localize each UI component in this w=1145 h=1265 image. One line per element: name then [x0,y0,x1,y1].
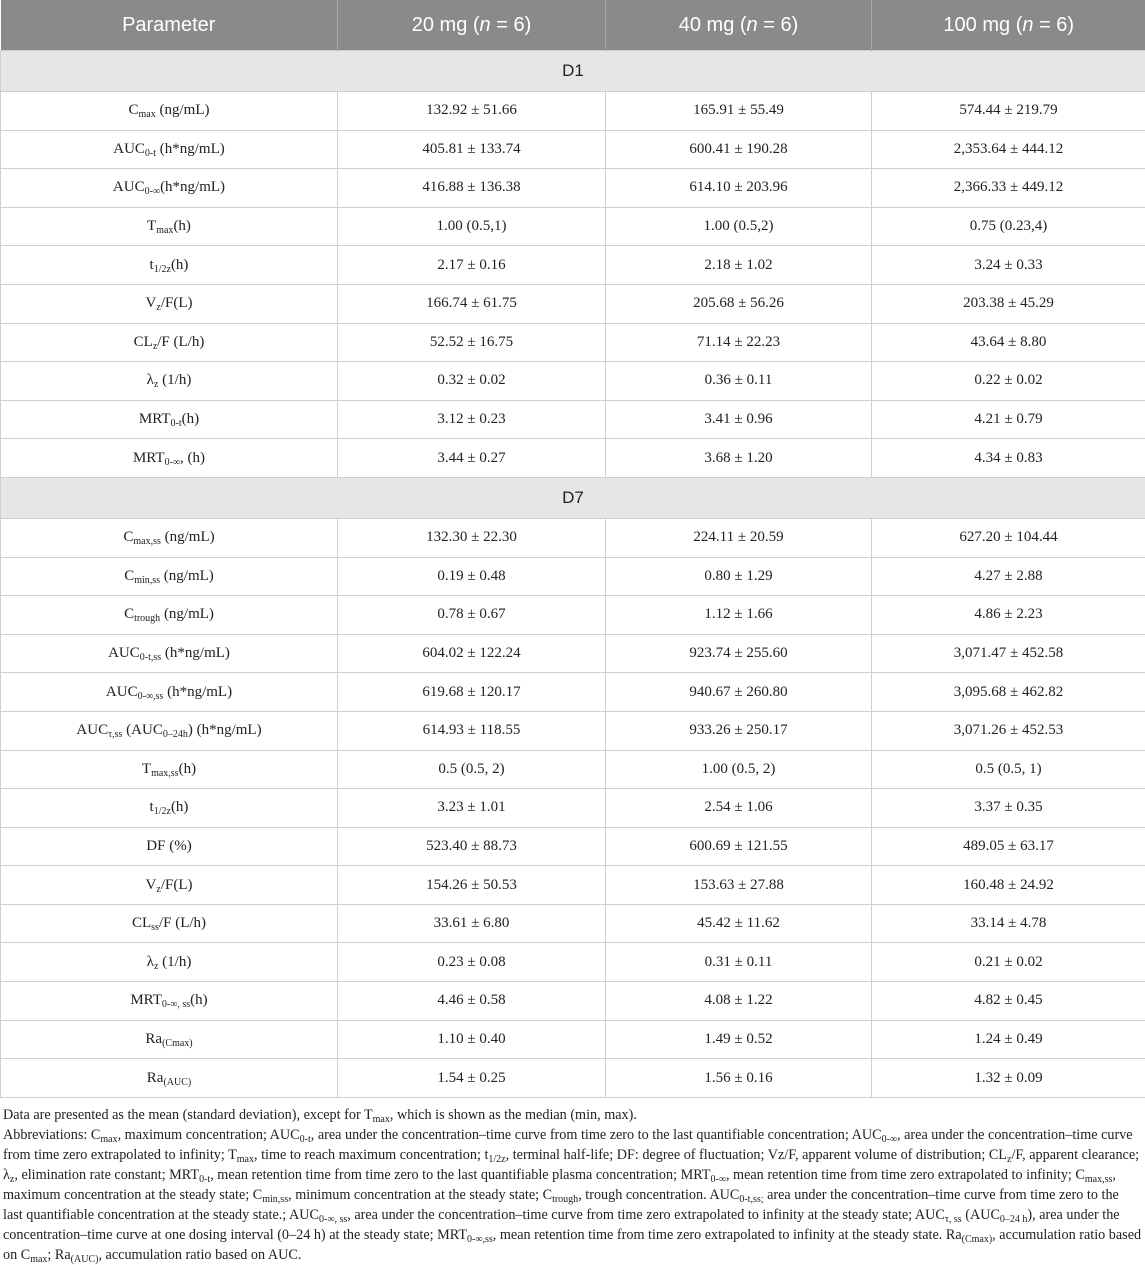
header-20mg-a: 20 mg ( [412,14,480,36]
table-row [1,323,1145,362]
note-sub: 0-∞ [710,1174,725,1185]
parameter-sub: 0-∞ [165,457,180,468]
value-cell: 3.24 ± 0.33 [872,246,1145,285]
parameter-text: T [147,218,156,234]
value-cell: 0.31 ± 0.11 [606,943,872,982]
table-row [1,711,1145,750]
table-row [1,827,1145,866]
value-cell: 2,353.64 ± 444.12 [872,130,1145,169]
value-cell: 3.37 ± 0.35 [872,789,1145,828]
parameter-text: MRT [139,411,171,427]
parameter-sub: max [156,225,173,236]
value-cell: 933.26 ± 250.17 [606,711,872,750]
note-text: , accumulation ratio based on C [3,1227,1141,1263]
table-row [1,866,1145,905]
parameter-text: (1/h) [158,372,191,388]
parameter-cell [1,518,338,557]
table-row [1,789,1145,828]
note-sub: max [30,1254,47,1265]
note-text: , mean retention time from time zero extrapolated to infinity; C [726,1167,1085,1183]
parameter-text: MRT [130,992,162,1008]
value-cell: 3,095.68 ± 462.82 [872,673,1145,712]
parameter-text: (h) [182,411,200,427]
parameter-sub: 0-∞ [145,186,160,197]
parameter-text: (h) [179,761,197,777]
parameter-sub: z [156,884,160,895]
header-40mg-n: n [747,14,758,36]
value-cell: 600.41 ± 190.28 [606,130,872,169]
parameter-sub: ss [151,922,159,933]
parameter-cell [1,207,338,246]
parameter-cell [1,400,338,439]
parameter-cell [1,169,338,208]
note-text: , time to reach maximum concentration; t [254,1147,488,1163]
value-cell: 33.61 ± 6.80 [338,904,606,943]
parameter-text: MRT [133,450,165,466]
parameter-sub: (AUC) [163,1077,191,1088]
section-label: D1 [1,51,1145,92]
note-text: , maximum concentration at the steady state; C [3,1167,1116,1203]
value-cell: 619.68 ± 120.17 [338,673,606,712]
parameter-text: t [150,799,154,815]
parameter-text: C [124,606,134,622]
table-footnotes [0,1098,1145,1265]
value-cell: 43.64 ± 8.80 [872,323,1145,362]
parameter-cell [1,92,338,131]
value-cell: 405.81 ± 133.74 [338,130,606,169]
value-cell: 132.30 ± 22.30 [338,518,606,557]
table-row [1,982,1145,1021]
value-cell: 2,366.33 ± 449.12 [872,169,1145,208]
value-cell: 4.46 ± 0.58 [338,982,606,1021]
table-row [1,439,1145,478]
parameter-cell [1,1059,338,1098]
value-cell: 3,071.47 ± 452.58 [872,634,1145,673]
value-cell: 205.68 ± 56.26 [606,284,872,323]
note-text: ; Ra [47,1247,70,1263]
value-cell: 71.14 ± 22.23 [606,323,872,362]
parameter-text: (ng/mL) [156,102,210,118]
header-20mg-n: n [480,14,491,36]
parameter-text: AUC [76,722,108,738]
parameter-sub: 0-t [145,148,156,159]
parameter-sub: z [154,961,158,972]
parameter-sub: 0-∞, ss [162,999,190,1010]
value-cell: 940.67 ± 260.80 [606,673,872,712]
note-text: , maximum concentration; AUC [118,1127,300,1143]
note-sub: τ, ss [945,1214,962,1225]
note-text: , mean retention time from time zero to the last quantifiable plasma concentration; MRT [210,1167,710,1183]
value-cell: 0.5 (0.5, 2) [338,750,606,789]
parameter-text: (h*ng/mL) [161,645,230,661]
value-cell: 3.12 ± 0.23 [338,400,606,439]
table-row [1,92,1145,131]
parameter-text: C [129,102,139,118]
value-cell: 160.48 ± 24.92 [872,866,1145,905]
value-cell: 523.40 ± 88.73 [338,827,606,866]
value-cell: 165.91 ± 55.49 [606,92,872,131]
value-cell: 4.82 ± 0.45 [872,982,1145,1021]
parameter-text: (h) [171,257,189,273]
value-cell: 4.21 ± 0.79 [872,400,1145,439]
table-row [1,130,1145,169]
parameter-text: (h*ng/mL) [160,179,225,195]
parameter-text: /F(L) [161,877,193,893]
table-row [1,284,1145,323]
footnote-abbreviations [3,1125,1142,1265]
header-parameter: Parameter [1,0,338,51]
value-cell: 203.38 ± 45.29 [872,284,1145,323]
parameter-cell [1,943,338,982]
table-row [1,518,1145,557]
table-row [1,673,1145,712]
parameter-text: (1/h) [158,954,191,970]
parameter-cell [1,323,338,362]
value-cell: 52.52 ± 16.75 [338,323,606,362]
table-row [1,557,1145,596]
value-cell: 923.74 ± 255.60 [606,634,872,673]
section-label: D7 [1,477,1145,518]
parameter-sub: τ,ss [108,729,122,740]
note-sub: z [1007,1154,1011,1165]
note-sub: 0-∞, ss [319,1214,347,1225]
parameter-text: λ [147,372,154,388]
parameter-text: (h*ng/mL) [163,684,232,700]
parameter-cell [1,246,338,285]
value-cell: 2.17 ± 0.16 [338,246,606,285]
note-text: , minimum concentration at the steady state; C [288,1187,552,1203]
value-cell: 1.12 ± 1.66 [606,596,872,635]
value-cell: 0.80 ± 1.29 [606,557,872,596]
parameter-text: (h) [171,799,189,815]
value-cell: 0.22 ± 0.02 [872,362,1145,401]
table-row [1,943,1145,982]
note-sub: z [10,1174,14,1185]
value-cell: 0.32 ± 0.02 [338,362,606,401]
note-sub: min,ss [262,1194,288,1205]
parameter-sub: max,ss [151,768,179,779]
note-sub: 0–24 h [1000,1214,1028,1225]
value-cell: 614.93 ± 118.55 [338,711,606,750]
value-cell: 0.75 (0.23,4) [872,207,1145,246]
value-cell: 4.34 ± 0.83 [872,439,1145,478]
value-cell: 1.54 ± 0.25 [338,1059,606,1098]
value-cell: 3,071.26 ± 452.53 [872,711,1145,750]
note-sub: 0-t,ss; [739,1194,763,1205]
header-20mg [338,0,606,51]
parameter-sub: z [153,341,157,352]
note-text: (AUC [962,1207,1000,1223]
parameter-cell [1,982,338,1021]
parameter-text: C [123,529,133,545]
header-row [1,0,1145,51]
value-cell: 1.00 (0.5,2) [606,207,872,246]
parameter-text: DF (%) [146,838,191,854]
note-text: ), area under the concentration–time curve at one dosing interval (0–24 h) at the steady state; MRT [3,1207,1120,1243]
parameter-sub: 1/2z [154,264,171,275]
parameter-sub: min,ss [134,575,160,586]
parameter-cell [1,284,338,323]
parameter-text: (h*ng/mL) [156,141,225,157]
value-cell: 604.02 ± 122.24 [338,634,606,673]
header-100mg-n: n [1022,14,1033,36]
header-40mg-a: 40 mg ( [679,14,747,36]
value-cell: 4.86 ± 2.23 [872,596,1145,635]
note-text: , area under the concentration–time curve from time zero extrapolated to infinity at the steady state; AUC [347,1207,945,1223]
parameter-cell [1,789,338,828]
value-cell: 166.74 ± 61.75 [338,284,606,323]
parameter-cell [1,1020,338,1059]
note-sub: max [373,1114,390,1125]
value-cell: 3.44 ± 0.27 [338,439,606,478]
table-row [1,362,1145,401]
note-text: , terminal half-life; DF: degree of fluctuation; Vz/F, apparent volume of distribution; CL [506,1147,1007,1163]
parameter-cell [1,673,338,712]
value-cell: 1.49 ± 0.52 [606,1020,872,1059]
table-row [1,169,1145,208]
parameter-text: /F (L/h) [159,915,206,931]
parameter-text: /F(L) [161,295,193,311]
parameter-cell [1,634,338,673]
parameter-sub: max,ss [133,536,161,547]
value-cell: 1.32 ± 0.09 [872,1059,1145,1098]
parameter-text: (ng/mL) [160,568,214,584]
note-text: , mean retention time from time zero extrapolated to infinity at the steady state. Ra [493,1227,962,1243]
value-cell: 3.41 ± 0.96 [606,400,872,439]
parameter-text: C [124,568,134,584]
header-100mg-a: 100 mg ( [943,14,1022,36]
parameter-text: (AUC [122,722,162,738]
note-sub: 0-t [199,1174,210,1185]
note-text: Data are presented as the mean (standard deviation), except for T [3,1107,373,1123]
parameter-text: V [146,295,157,311]
note-text: , accumulation ratio based on AUC. [98,1247,301,1263]
value-cell: 3.68 ± 1.20 [606,439,872,478]
parameter-text: , (h) [180,450,205,466]
parameter-text: Ra [145,1031,162,1047]
note-text: , area under the concentration–time curve from time zero to the last quantifiable concentration; AUC [311,1127,882,1143]
parameter-sub: z [154,379,158,390]
parameter-text: λ [147,954,154,970]
parameter-cell [1,362,338,401]
value-cell: 416.88 ± 136.38 [338,169,606,208]
note-text: , which is shown as the median (min, max). [390,1107,637,1123]
parameter-text: CL [134,334,153,350]
value-cell: 574.44 ± 219.79 [872,92,1145,131]
table-row [1,1020,1145,1059]
parameter-text: T [142,761,151,777]
note-text: Abbreviations: C [3,1127,100,1143]
parameter-sub: z [156,302,160,313]
table-row [1,1059,1145,1098]
parameter-text: (ng/mL) [160,606,214,622]
value-cell: 2.54 ± 1.06 [606,789,872,828]
value-cell: 3.23 ± 1.01 [338,789,606,828]
value-cell: 1.00 (0.5, 2) [606,750,872,789]
value-cell: 0.23 ± 0.08 [338,943,606,982]
value-cell: 1.10 ± 0.40 [338,1020,606,1059]
note-text: , elimination rate constant; MRT [14,1167,199,1183]
parameter-sub: trough [134,613,160,624]
value-cell: 4.08 ± 1.22 [606,982,872,1021]
parameter-text: AUC [106,684,138,700]
header-20mg-b: = 6) [491,14,532,36]
parameter-cell [1,904,338,943]
parameter-text: (ng/mL) [161,529,215,545]
parameter-sub: max [139,109,156,120]
header-100mg [872,0,1145,51]
table-row [1,207,1145,246]
note-sub: max,ss [1085,1174,1113,1185]
value-cell: 2.18 ± 1.02 [606,246,872,285]
note-sub: trough [552,1194,578,1205]
parameter-sub: 1/2z [154,806,171,817]
section-row [1,477,1145,518]
parameter-cell [1,130,338,169]
value-cell: 4.27 ± 2.88 [872,557,1145,596]
note-text: , trough concentration. AUC [578,1187,739,1203]
note-sub: 1/2z [488,1154,505,1165]
note-text: /F, apparent clearance; λ [3,1147,1139,1183]
value-cell: 0.21 ± 0.02 [872,943,1145,982]
value-cell: 224.11 ± 20.59 [606,518,872,557]
parameter-text: AUC [113,141,145,157]
parameter-cell [1,439,338,478]
value-cell: 153.63 ± 27.88 [606,866,872,905]
table-row [1,634,1145,673]
parameter-cell [1,557,338,596]
note-sub: max [237,1154,254,1165]
parameter-text: AUC [108,645,140,661]
value-cell: 0.36 ± 0.11 [606,362,872,401]
header-100mg-b: = 6) [1033,14,1074,36]
value-cell: 132.92 ± 51.66 [338,92,606,131]
parameter-sub: 0-∞,ss [138,691,164,702]
note-sub: (AUC) [71,1254,99,1265]
value-cell: 614.10 ± 203.96 [606,169,872,208]
value-cell: 1.00 (0.5,1) [338,207,606,246]
value-cell: 0.5 (0.5, 1) [872,750,1145,789]
parameter-text: V [146,877,157,893]
parameter-cell [1,827,338,866]
parameter-sub: 0–24h [163,729,188,740]
value-cell: 0.78 ± 0.67 [338,596,606,635]
value-cell: 33.14 ± 4.78 [872,904,1145,943]
note-sub: 0-t [300,1134,311,1145]
table-row [1,246,1145,285]
parameter-sub: (Cmax) [162,1038,193,1049]
parameter-text: t [150,257,154,273]
parameter-sub: 0-t,ss [140,652,161,663]
value-cell: 154.26 ± 50.53 [338,866,606,905]
parameter-sub: 0-t [171,418,182,429]
parameter-text: AUC [113,179,145,195]
table-row [1,596,1145,635]
parameter-text: /F (L/h) [157,334,204,350]
value-cell: 600.69 ± 121.55 [606,827,872,866]
note-text: area under the concentration–time curve from time zero to the last quantifiable concentration at the steady state.; AUC [3,1187,1119,1223]
value-cell: 627.20 ± 104.44 [872,518,1145,557]
value-cell: 489.05 ± 63.17 [872,827,1145,866]
parameter-cell [1,750,338,789]
note-sub: (Cmax) [962,1234,993,1245]
table-row [1,750,1145,789]
value-cell: 0.19 ± 0.48 [338,557,606,596]
parameter-text: ) (h*ng/mL) [188,722,262,738]
section-row [1,51,1145,92]
note-text: , area under the concentration–time curve from time zero extrapolated to infinity; T [3,1127,1133,1163]
note-sub: 0-∞ [882,1134,897,1145]
header-40mg-b: = 6) [758,14,799,36]
parameter-cell [1,866,338,905]
parameter-cell [1,596,338,635]
parameter-text: CL [132,915,151,931]
header-40mg [606,0,872,51]
note-sub: max [100,1134,117,1145]
value-cell: 45.42 ± 11.62 [606,904,872,943]
value-cell: 1.56 ± 0.16 [606,1059,872,1098]
parameter-text: (h) [173,218,191,234]
table-row [1,400,1145,439]
parameter-cell [1,711,338,750]
table-body [1,51,1145,1098]
parameter-text: (h) [190,992,208,1008]
value-cell: 1.24 ± 0.49 [872,1020,1145,1059]
footnote-data-presentation [3,1105,1142,1125]
note-sub: 0-∞,ss [467,1234,493,1245]
table-row [1,904,1145,943]
parameter-text: Ra [147,1070,164,1086]
